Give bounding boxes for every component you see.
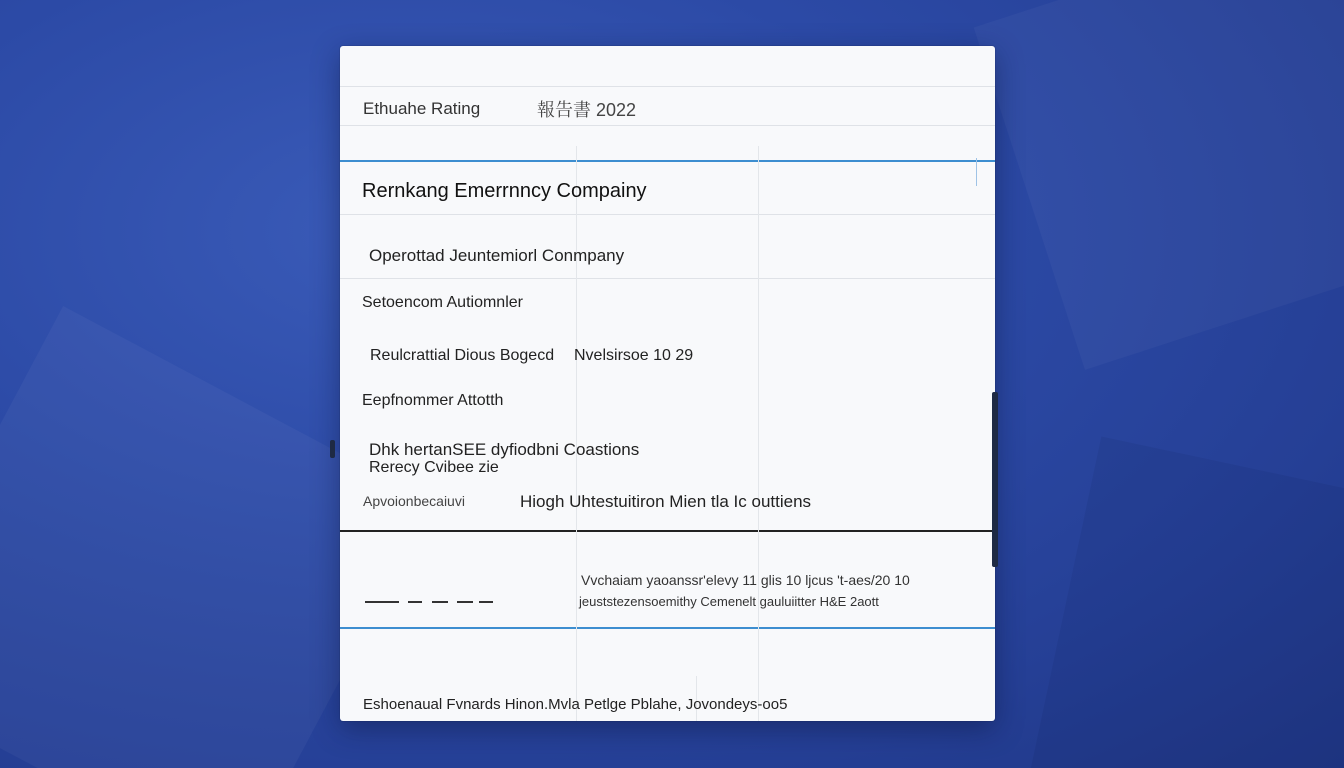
scrollbar[interactable]: [992, 392, 998, 567]
dash-mark: [365, 601, 399, 603]
divider: [340, 86, 995, 87]
document-title: Ethuahe Rating: [363, 99, 481, 118]
row-label: Apvoionbecaiuvi: [363, 493, 465, 509]
company-heading: Rernkang Emerrnncy Compainy: [362, 180, 647, 202]
row-detail: Hiogh Uhtestuitiron Mien tla Ic outtiens: [520, 492, 812, 511]
divider: [340, 125, 995, 126]
dash-mark: [457, 601, 473, 603]
footer-text: Eshoenaual Fvnards Hinon.Mvla Petlge Pblahe, Jovondeys-oo5: [363, 696, 788, 713]
row-label: Setoencom Autiomnler: [362, 294, 523, 311]
column-divider: [758, 146, 759, 721]
column-divider: [976, 158, 977, 186]
background-shape: [974, 0, 1344, 370]
dash-mark: [408, 601, 422, 603]
dash-mark: [479, 601, 493, 603]
divider: [340, 214, 995, 215]
column-divider: [576, 146, 577, 721]
dash-mark: [432, 601, 448, 603]
row-label: Reulcrattial Dious Bogecd: [370, 347, 555, 364]
accent-divider: [340, 160, 995, 162]
notes-line: Vvchaiam yaoanssr'elevy 11 glis 10 ljcus 't-aes/20 10: [581, 572, 910, 588]
row-label: Operottad Jeuntemiorl Conmpany: [369, 246, 625, 265]
row-label: Eepfnommer Attotth: [362, 392, 504, 409]
divider: [340, 278, 995, 279]
row-label: Dhk hertanSEE dyfiodbni Coastions: [369, 440, 640, 459]
section-divider: [340, 530, 995, 532]
row-label: Rerecy Cvibee zie: [369, 459, 499, 476]
edge-marker: [330, 440, 335, 458]
accent-divider: [340, 627, 995, 629]
document-date: 報告書 2022: [537, 100, 637, 120]
row-extra: Nvelsirsoe 10 29: [574, 347, 694, 364]
notes-line: jeuststezensoemithy Cemenelt gauluiitter H&E 2aott: [579, 594, 879, 609]
background-shape: [1027, 437, 1344, 768]
document-panel[interactable]: [340, 46, 995, 721]
